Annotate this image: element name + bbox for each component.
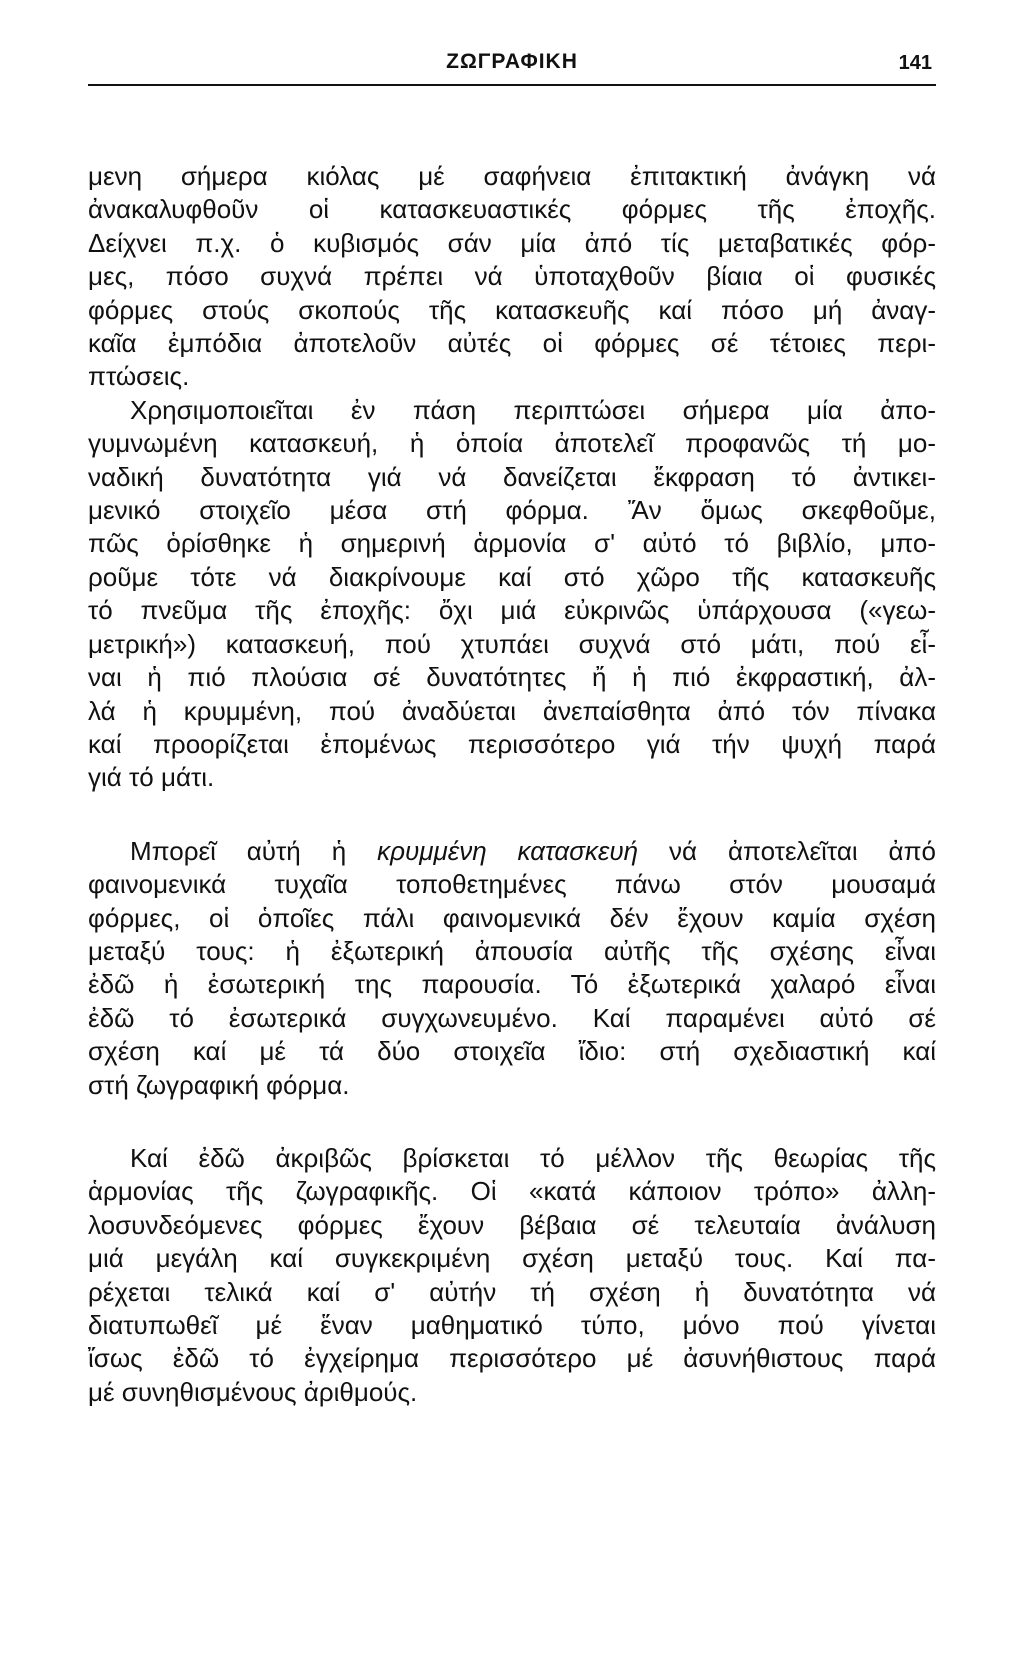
text-line: καῖα ἐμπόδια ἀποτελοῦν αὐτές οἱ φόρμες σέ τέτοιες περι- xyxy=(88,328,936,359)
text-line: φαινομενικά τυχαῖα τοποθετημένες πάνω στόν μουσαμά xyxy=(88,869,936,900)
text-line: καί προορίζεται ἑπομένως περισσότερο γιά τήν ψυχή παρά xyxy=(88,728,936,759)
paragraph-4 xyxy=(88,1142,936,1409)
text-line: ναι ἡ πιό πλούσια σέ δυνατότητες ἤ ἡ πιό ἐκφραστική, ἀλ- xyxy=(88,662,936,693)
text-line: λά ἡ κρυμμένη, πού ἀναδύεται ἀνεπαίσθητα ἀπό τόν πίνακα xyxy=(88,695,936,726)
paragraph-gap xyxy=(88,795,936,835)
running-title: ΖΩΓΡΑΦΙΚΗ xyxy=(446,50,578,73)
text-line: τό πνεῦμα τῆς ἐποχῆς: ὄχι μιά εὐκρινῶς ὑπάρχουσα («γεω- xyxy=(88,595,936,626)
text-line: γυμνωμένη κατασκευή, ἡ ὁποία ἀποτελεῖ προφανῶς τή μο- xyxy=(88,428,936,459)
text-line: ναδική δυνατότητα γιά νά δανείζεται ἔκφραση τό ἀντικει- xyxy=(88,461,936,492)
text-line xyxy=(88,835,936,868)
text-line: μενικό στοιχεῖο μέσα στή φόρμα. Ἄν ὅμως σκεφθοῦμε, xyxy=(88,495,936,526)
text-line: ἀνακαλυφθοῦν οἱ κατασκευαστικές φόρμες τῆς ἐποχῆς. xyxy=(88,194,936,225)
paragraph-gap xyxy=(88,1102,936,1142)
text-line: ἴσως ἐδῶ τό ἐγχείρημα περισσότερο μέ ἀσυνήθιστους παρά xyxy=(88,1343,936,1374)
text-line: λοσυνδεόμενες φόρμες ἔχουν βέβαια σέ τελευταία ἀνάλυση xyxy=(88,1209,936,1240)
paragraph-2 xyxy=(88,394,936,795)
text-line: ροῦμε τότε νά διακρίνουμε καί στό χῶρο τῆς κατασκευῆς xyxy=(88,561,936,592)
text-line: μεταξύ τους: ἡ ἐξωτερική ἀπουσία αὐτῆς τῆς σχέσης εἶναι xyxy=(88,935,936,966)
text-line: ἐδῶ τό ἐσωτερικά συγχωνευμένο. Καί παραμένει αὐτό σέ xyxy=(88,1002,936,1033)
text-line: Καί ἐδῶ ἀκριβῶς βρίσκεται τό μέλλον τῆς θεωρίας τῆς xyxy=(130,1142,936,1173)
text-line: μενη σήμερα κιόλας μέ σαφήνεια ἐπιτακτική ἀνάγκη νά xyxy=(88,161,936,191)
italic-term: κρυμμένη κατασκευή xyxy=(377,835,639,866)
body-text xyxy=(88,160,936,1409)
text-line: ἐδῶ ἡ ἐσωτερική της παρουσία. Τό ἐξωτερικά χαλαρό εἶναι xyxy=(88,969,936,1000)
page-number: 141 xyxy=(898,52,932,74)
text-line: Δείχνει π.χ. ὁ κυβισμός σάν μία ἀπό τίς μεταβατικές φόρ- xyxy=(88,227,936,258)
text-line: διατυπωθεῖ μέ ἕναν μαθηματικό τύπο, μόνο πού γίνεται xyxy=(88,1310,936,1340)
text-line: ρέχεται τελικά καί σ' αὐτήν τή σχέση ἡ δυνατότητα νά xyxy=(88,1276,936,1307)
text-line: φόρμες, οἱ ὁποῖες πάλι φαινομενικά δέν ἔχουν καμία σχέση xyxy=(88,902,936,933)
text-line: ἁρμονίας τῆς ζωγραφικῆς. Οἱ «κατά κάποιον τρόπο» ἀλλη- xyxy=(88,1176,936,1207)
text-line: μέ συνηθισμένους ἀριθμούς. xyxy=(88,1376,418,1407)
text-line: πῶς ὁρίσθηκε ἡ σημερινή ἁρμονία σ' αὐτό τό βιβλίο, μπο- xyxy=(88,528,936,559)
running-header xyxy=(88,44,936,86)
text-line: φόρμες στούς σκοπούς τῆς κατασκευῆς καί πόσο μή ἀναγ- xyxy=(88,294,936,325)
text-line: Χρησιμοποιεῖται ἐν πάση περιπτώσει σήμερα μία ἀπο- xyxy=(130,394,936,425)
text-line: γιά τό μάτι. xyxy=(88,762,215,793)
text-run: νά ἀποτελεῖται ἀπό xyxy=(638,835,936,866)
text-line: σχέση καί μέ τά δύο στοιχεῖα ἴδιο: στή σχεδιαστική καί xyxy=(88,1036,936,1067)
paragraph-3 xyxy=(88,835,936,1102)
text-line: μιά μεγάλη καί συγκεκριμένη σχέση μεταξύ τους. Καί πα- xyxy=(88,1243,936,1274)
text-line: μες, πόσο συχνά πρέπει νά ὑποταχθοῦν βίαια οἱ φυσικές xyxy=(88,261,936,292)
text-run: Μπορεῖ αὐτή ἡ xyxy=(130,835,378,866)
text-line: πτώσεις. xyxy=(88,361,190,392)
text-line: στή ζωγραφική φόρμα. xyxy=(88,1069,350,1100)
text-line: μετρική») κατασκευή, πού χτυπάει συχνά στό μάτι, πού εἶ- xyxy=(88,628,936,659)
paragraph-1 xyxy=(88,160,936,394)
